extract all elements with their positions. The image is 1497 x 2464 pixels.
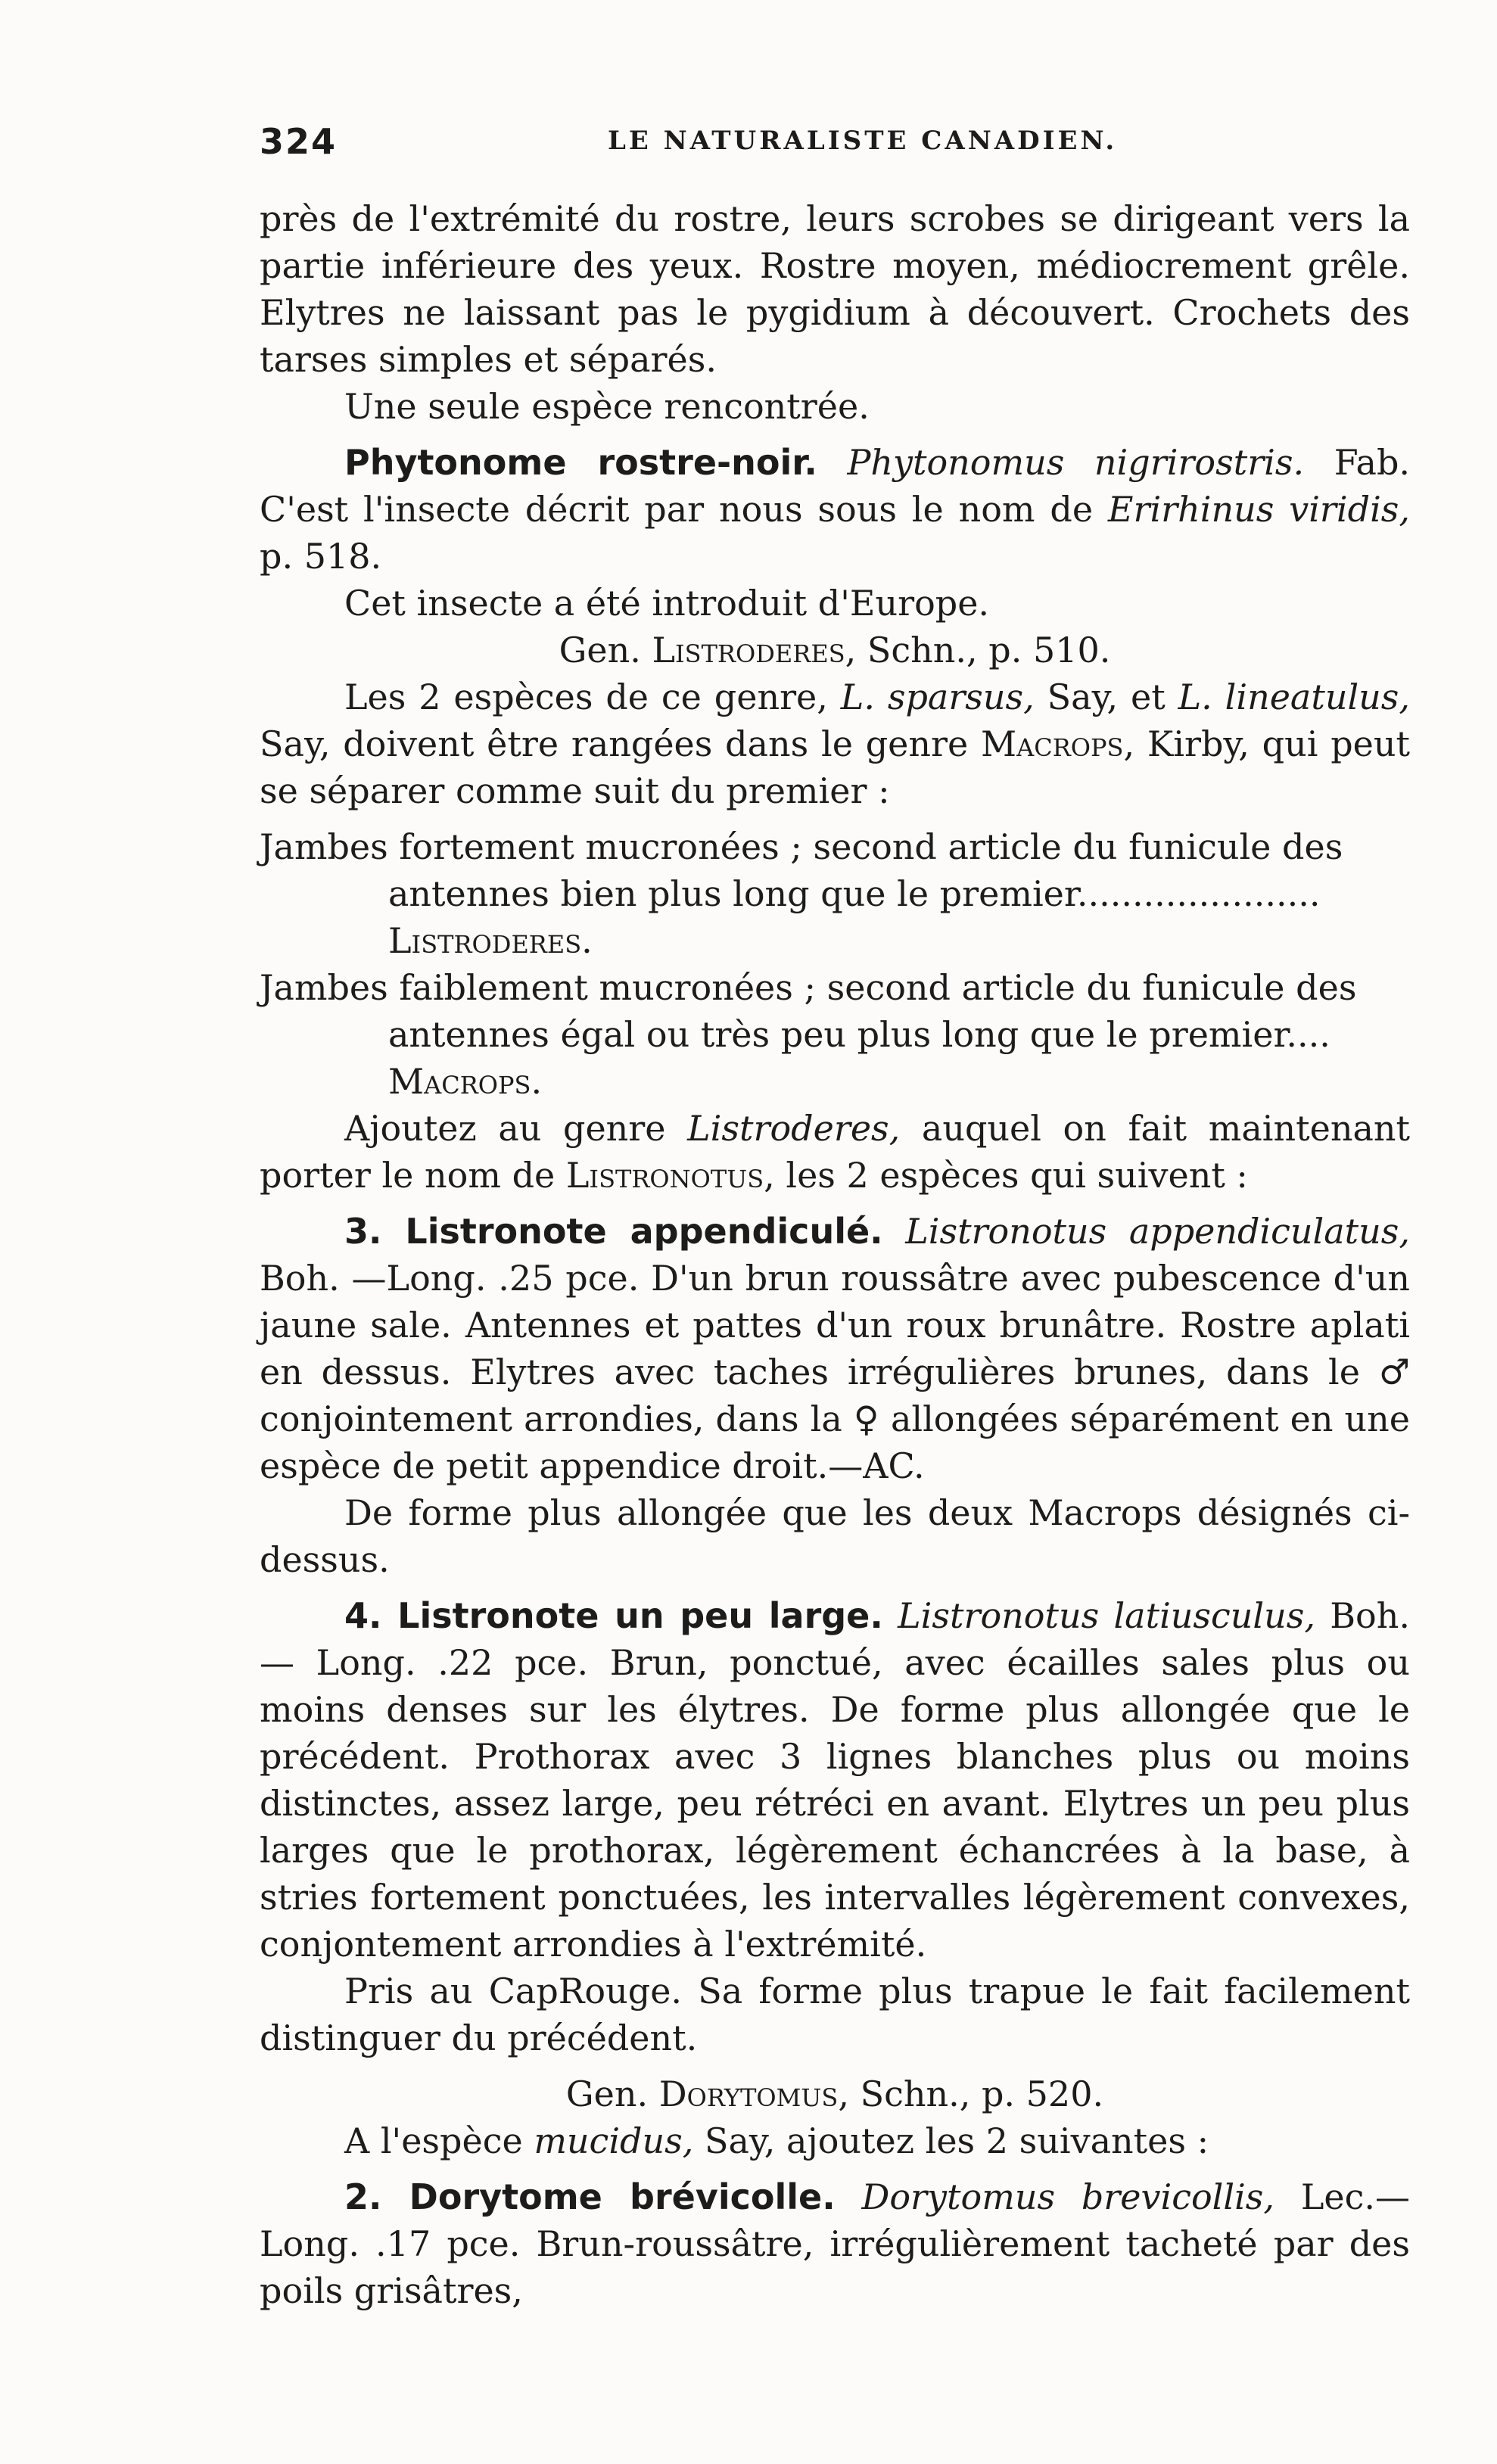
genus-name: Dorytomus, xyxy=(658,2074,849,2114)
key-entry xyxy=(260,823,1410,964)
key-text: Jambes fortement mucronées ; second article du funicule des antennes bien plus long que le premier xyxy=(260,826,1343,914)
species-heading: 2. Dorytome brévicolle. xyxy=(344,2176,836,2217)
genus-latin-name: Listroderes, xyxy=(687,1108,901,1149)
running-title: LE NATURALISTE CANADIEN. xyxy=(608,126,1118,156)
species-entry xyxy=(260,1208,1410,1489)
genus-name: Macrops, xyxy=(981,723,1135,764)
page-body xyxy=(260,195,1410,2314)
paragraph-text: Kirby, qui peut se séparer comme suit du premier : xyxy=(260,723,1411,811)
species-latin-name: L. lineatulus, xyxy=(1178,677,1411,717)
genus-name: Listroderes, xyxy=(652,630,857,670)
genus-reference: Schn., p. 510. xyxy=(867,630,1111,670)
species-latin-name: L. sparsus, xyxy=(840,677,1035,717)
key-text: Jambes faiblement mucronées ; second article du funicule des antennes égal ou très peu plus long que le premier xyxy=(260,967,1357,1055)
species-entry xyxy=(260,2173,1410,2314)
paragraph-text: les 2 espèces qui suivent : xyxy=(786,1155,1248,1196)
species-latin-name: mucidus, xyxy=(534,2120,694,2161)
paragraph-text: Fab. C'est l'insecte décrit par nous sous le nom de xyxy=(260,442,1411,530)
species-latin-name: Phytonomus nigrirostris. xyxy=(847,442,1305,483)
page-header xyxy=(260,121,1410,166)
page-number: 324 xyxy=(260,121,338,162)
paragraph xyxy=(260,2117,1410,2164)
species-latin-name: Erirhinus viridis, xyxy=(1107,489,1411,530)
paragraph-text: p. 518. xyxy=(260,536,382,577)
paragraph: Cet insecte a été introduit d'Europe. xyxy=(344,583,990,624)
paragraph-text: A l'espèce xyxy=(344,2120,523,2161)
paragraph xyxy=(260,1105,1410,1199)
genus-heading xyxy=(260,627,1410,674)
leader-dots: .... xyxy=(1286,1014,1330,1055)
species-latin-name: Listronotus appendiculatus, xyxy=(905,1211,1411,1252)
species-latin-name: Dorytomus brevicollis, xyxy=(861,2176,1275,2217)
paragraph-text: Say, et xyxy=(1047,677,1166,717)
species-heading: 4. Listronote un peu large. xyxy=(344,1595,883,1636)
paragraph-text: Les 2 espèces de ce genre, xyxy=(344,677,828,717)
genus-label: Gen. xyxy=(559,630,641,670)
paragraph-text: Boh. — Long. .22 pce. Brun, ponctué, avec écailles sales plus ou moins denses sur les élytres. De forme plus allongée que le précédent. Prothorax avec 3 lignes blanches plus ou moins distinctes, assez large, peu rétréci en avant. Elytres un peu plus larges que le prothorax, légèrement échancrées à la base, à stries fortement ponctuées, les intervalles légèrement convexes, conjontement arrondies à l'extrémité. xyxy=(260,1595,1410,1965)
paragraph-text: Say, doivent être rangées dans le genre xyxy=(260,723,969,764)
genus-heading xyxy=(260,2070,1410,2117)
species-latin-name: Listronotus latiusculus, xyxy=(898,1595,1315,1636)
paragraph: Une seule espèce rencontrée. xyxy=(344,386,870,427)
genus-name: Listronotus, xyxy=(565,1155,775,1196)
paragraph xyxy=(260,674,1410,814)
paragraph-text: Say, ajoutez les 2 suivantes : xyxy=(704,2120,1209,2161)
genus-label: Gen. xyxy=(565,2074,649,2114)
paragraph: De forme plus allongée que les deux Macrops désignés ci-dessus. xyxy=(260,1492,1410,1580)
paragraph-text: Boh. —Long. .25 pce. D'un brun roussâtre avec pubescence d'un jaune sale. Antennes et pattes d'un roux brunâtre. Rostre aplati en dessus. Elytres avec taches irrégulières brunes, dans le ♂ conjointement arrondies, dans la ♀ allongées séparément en une espèce de petit appendice droit.—AC. xyxy=(260,1258,1410,1486)
paragraph: près de l'extrémité du rostre, leurs scrobes se dirigeant vers la partie inférieure des yeux. Rostre moyen, médiocrement grêle. Elytres ne laissant pas le pygidium à découvert. Crochets des tarses simples et séparés. xyxy=(260,198,1410,380)
key-result: Macrops. xyxy=(388,1061,543,1102)
species-entry xyxy=(260,1592,1410,1968)
species-entry xyxy=(260,439,1410,580)
species-heading: Phytonome rostre-noir. xyxy=(344,442,817,483)
paragraph: Pris au CapRouge. Sa forme plus trapue le fait facilement distinguer du précédent. xyxy=(260,1971,1410,2058)
paragraph-text: Lec.—Long. .17 pce. Brun-roussâtre, irrégulièrement tacheté par des poils grisâtres, xyxy=(260,2176,1410,2311)
paragraph-text: Ajoutez au genre xyxy=(344,1108,666,1149)
genus-reference: Schn., p. 520. xyxy=(860,2074,1104,2114)
paragraph-text: auquel on fait maintenant porter le nom de xyxy=(260,1108,1410,1196)
key-result: Listroderes. xyxy=(388,920,593,961)
key-entry xyxy=(260,964,1410,1105)
species-heading: 3. Listronote appendiculé. xyxy=(344,1211,883,1252)
leader-dots: ...................... xyxy=(1076,873,1321,914)
